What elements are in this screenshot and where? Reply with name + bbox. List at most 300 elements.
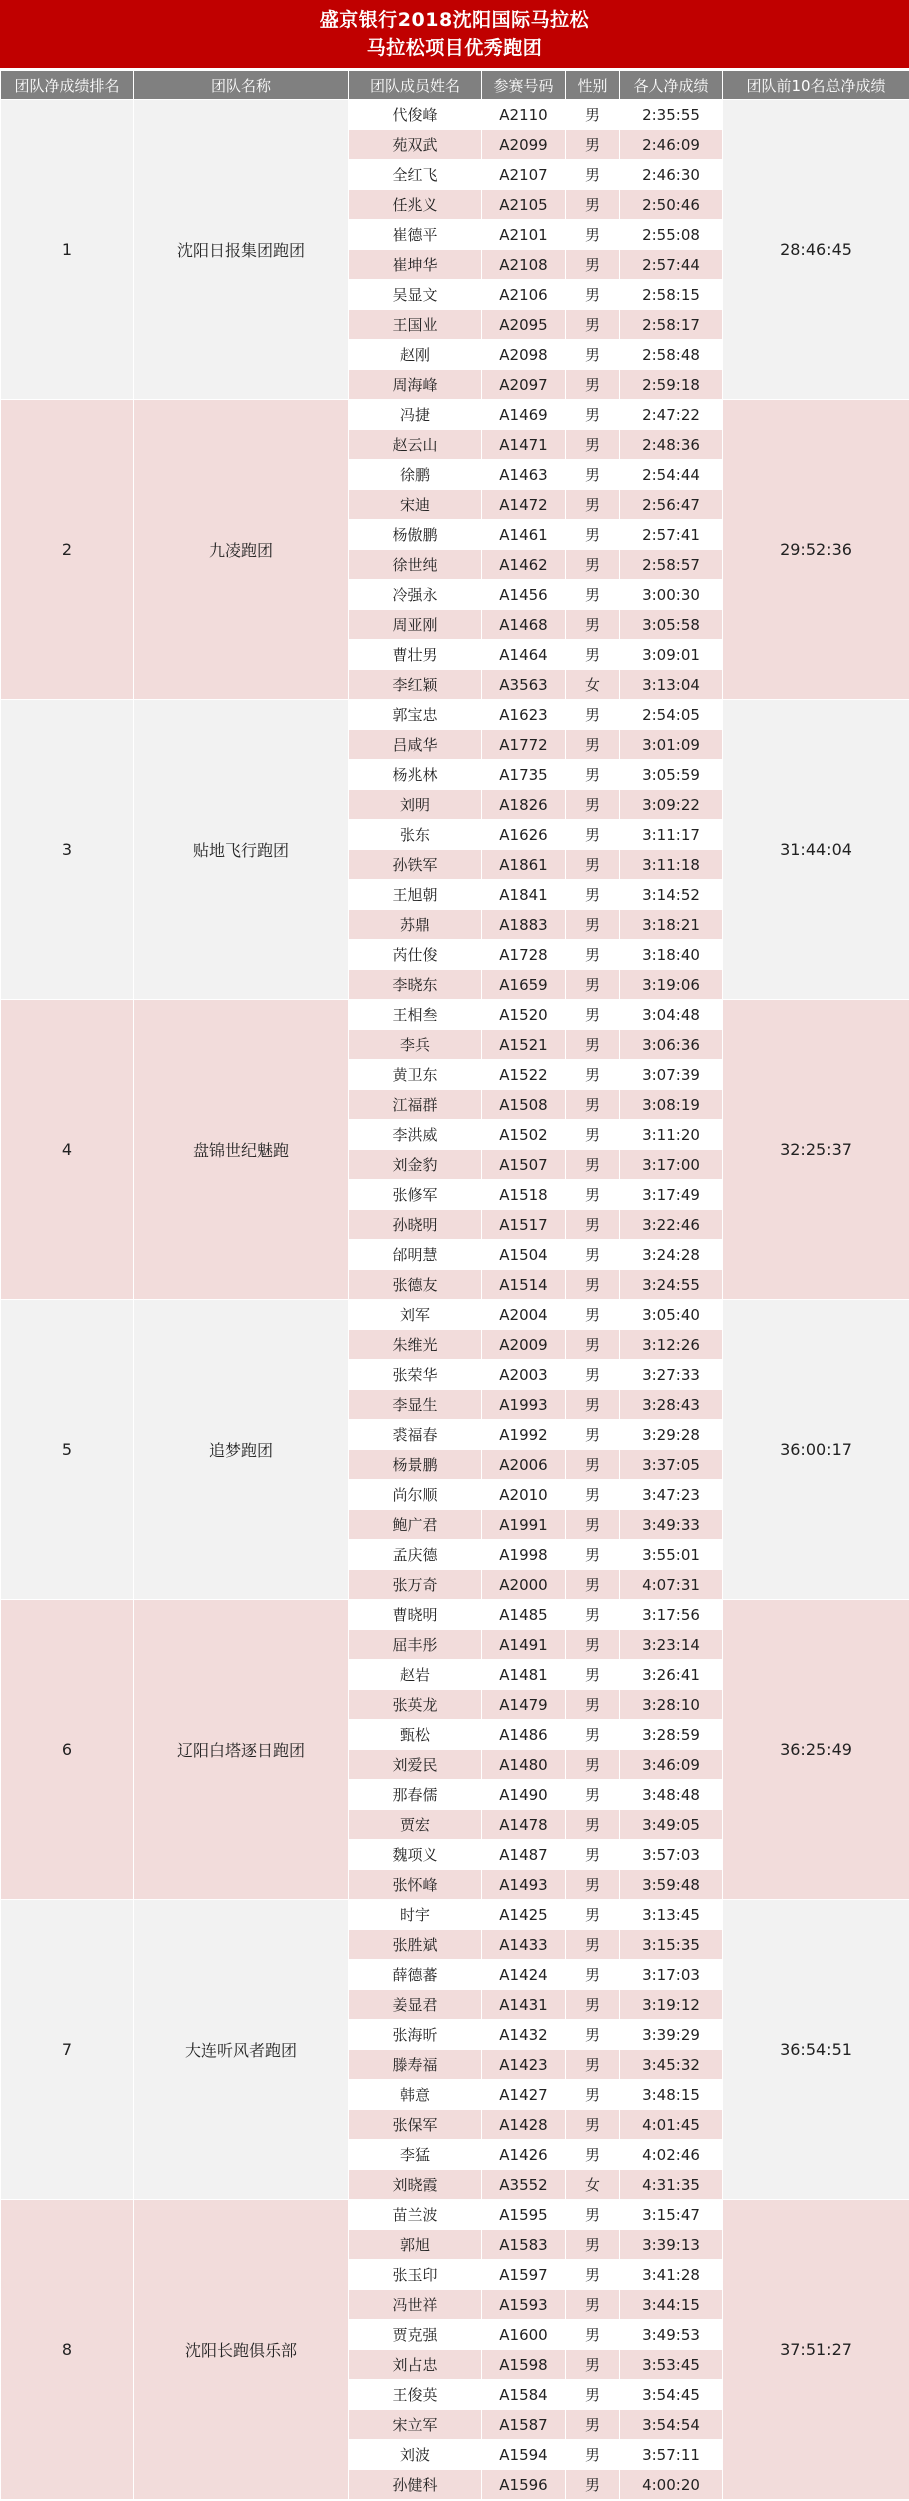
net-time: 2:55:08 [620, 220, 723, 250]
gender: 男 [566, 2440, 620, 2470]
net-time: 2:54:44 [620, 460, 723, 490]
bib-number: A1659 [482, 970, 566, 1000]
team-rank: 5 [1, 1300, 134, 1600]
member-name: 姜显君 [349, 1990, 482, 2020]
bib-number: A2108 [482, 250, 566, 280]
team-rank: 1 [1, 100, 134, 400]
net-time: 3:47:23 [620, 1480, 723, 1510]
header-team-name: 团队名称 [134, 71, 349, 100]
gender: 男 [566, 1870, 620, 1900]
net-time: 3:12:26 [620, 1330, 723, 1360]
gender: 男 [566, 790, 620, 820]
gender: 男 [566, 1240, 620, 1270]
member-name: 赵云山 [349, 430, 482, 460]
table-header [1, 71, 909, 100]
member-name: 尚尔顺 [349, 1480, 482, 1510]
bib-number: A1861 [482, 850, 566, 880]
member-name: 刘金豹 [349, 1150, 482, 1180]
bib-number: A1594 [482, 2440, 566, 2470]
team-name: 追梦跑团 [134, 1300, 349, 1600]
net-time: 3:27:33 [620, 1360, 723, 1390]
net-time: 2:57:41 [620, 520, 723, 550]
member-name: 杨傲鹏 [349, 520, 482, 550]
bib-number: A2004 [482, 1300, 566, 1330]
net-time: 3:04:48 [620, 1000, 723, 1030]
net-time: 4:00:20 [620, 2470, 723, 2500]
bib-number: A1626 [482, 820, 566, 850]
gender: 男 [566, 1720, 620, 1750]
bib-number: A2095 [482, 310, 566, 340]
team-total-time: 36:54:51 [723, 1900, 909, 2200]
gender: 男 [566, 1180, 620, 1210]
bib-number: A1502 [482, 1120, 566, 1150]
net-time: 3:28:43 [620, 1390, 723, 1420]
net-time: 3:11:17 [620, 820, 723, 850]
bib-number: A1428 [482, 2110, 566, 2140]
member-name: 曹壮男 [349, 640, 482, 670]
gender: 男 [566, 370, 620, 400]
bib-number: A2110 [482, 100, 566, 130]
bib-number: A2006 [482, 1450, 566, 1480]
gender: 男 [566, 730, 620, 760]
bib-number: A1423 [482, 2050, 566, 2080]
net-time: 3:46:09 [620, 1750, 723, 1780]
net-time: 3:45:32 [620, 2050, 723, 2080]
net-time: 3:14:52 [620, 880, 723, 910]
gender: 男 [566, 550, 620, 580]
net-time: 3:39:29 [620, 2020, 723, 2050]
member-name: 全红飞 [349, 160, 482, 190]
bib-number: A1518 [482, 1180, 566, 1210]
net-time: 4:01:45 [620, 2110, 723, 2140]
bib-number: A1883 [482, 910, 566, 940]
bib-number: A1520 [482, 1000, 566, 1030]
member-name: 杨兆林 [349, 760, 482, 790]
member-name: 王国业 [349, 310, 482, 340]
gender: 男 [566, 850, 620, 880]
bib-number: A1728 [482, 940, 566, 970]
member-name: 刘晓霞 [349, 2170, 482, 2200]
header-net-time: 各人净成绩 [620, 71, 723, 100]
team-block [1, 1900, 909, 2200]
member-name: 那春儒 [349, 1780, 482, 1810]
net-time: 2:50:46 [620, 190, 723, 220]
net-time: 2:58:57 [620, 550, 723, 580]
member-name: 张保军 [349, 2110, 482, 2140]
gender: 男 [566, 1030, 620, 1060]
net-time: 3:53:45 [620, 2350, 723, 2380]
team-name: 九凌跑团 [134, 400, 349, 700]
net-time: 3:26:41 [620, 1660, 723, 1690]
member-row [1, 100, 909, 130]
member-name: 刘爱民 [349, 1750, 482, 1780]
bib-number: A1480 [482, 1750, 566, 1780]
gender: 男 [566, 940, 620, 970]
title-line-1: 盛京银行2018沈阳国际马拉松 [319, 9, 590, 31]
member-name: 吴显文 [349, 280, 482, 310]
member-name: 孙健科 [349, 2470, 482, 2500]
team-rank: 4 [1, 1000, 134, 1300]
member-name: 张修军 [349, 1180, 482, 1210]
bib-number: A2009 [482, 1330, 566, 1360]
bib-number: A3563 [482, 670, 566, 700]
team-total-time: 32:25:37 [723, 1000, 909, 1300]
gender: 男 [566, 400, 620, 430]
gender: 男 [566, 160, 620, 190]
member-name: 李红颖 [349, 670, 482, 700]
bib-number: A1596 [482, 2470, 566, 2500]
bib-number: A1772 [482, 730, 566, 760]
gender: 男 [566, 880, 620, 910]
net-time: 3:05:40 [620, 1300, 723, 1330]
net-time: 3:55:01 [620, 1540, 723, 1570]
gender: 男 [566, 1990, 620, 2020]
bib-number: A1991 [482, 1510, 566, 1540]
net-time: 3:11:18 [620, 850, 723, 880]
gender: 男 [566, 2350, 620, 2380]
gender: 男 [566, 1810, 620, 1840]
member-name: 冷强永 [349, 580, 482, 610]
net-time: 2:47:22 [620, 400, 723, 430]
bib-number: A1583 [482, 2230, 566, 2260]
net-time: 3:37:05 [620, 1450, 723, 1480]
header-row [1, 71, 909, 100]
net-time: 4:02:46 [620, 2140, 723, 2170]
member-name: 宋立军 [349, 2410, 482, 2440]
member-name: 江福群 [349, 1090, 482, 1120]
net-time: 3:54:54 [620, 2410, 723, 2440]
gender: 男 [566, 2020, 620, 2050]
member-name: 李洪威 [349, 1120, 482, 1150]
member-name: 李晓东 [349, 970, 482, 1000]
gender: 男 [566, 1480, 620, 1510]
gender: 男 [566, 1450, 620, 1480]
bib-number: A1426 [482, 2140, 566, 2170]
net-time: 3:09:01 [620, 640, 723, 670]
member-name: 鲍广君 [349, 1510, 482, 1540]
bib-number: A1508 [482, 1090, 566, 1120]
team-total-time: 36:25:49 [723, 1600, 909, 1900]
bib-number: A1471 [482, 430, 566, 460]
member-name: 刘波 [349, 2440, 482, 2470]
member-name: 刘军 [349, 1300, 482, 1330]
gender: 男 [566, 580, 620, 610]
member-name: 张胜斌 [349, 1930, 482, 1960]
bib-number: A2101 [482, 220, 566, 250]
bib-number: A1478 [482, 1810, 566, 1840]
bib-number: A1521 [482, 1030, 566, 1060]
member-name: 苑双武 [349, 130, 482, 160]
team-name: 沈阳日报集团跑团 [134, 100, 349, 400]
team-total-time: 37:51:27 [723, 2200, 909, 2500]
gender: 男 [566, 2050, 620, 2080]
team-name: 贴地飞行跑团 [134, 700, 349, 1000]
gender: 男 [566, 2470, 620, 2500]
net-time: 2:46:09 [620, 130, 723, 160]
net-time: 3:17:03 [620, 1960, 723, 1990]
gender: 男 [566, 280, 620, 310]
net-time: 3:41:28 [620, 2260, 723, 2290]
bib-number: A1998 [482, 1540, 566, 1570]
net-time: 3:09:22 [620, 790, 723, 820]
net-time: 2:57:44 [620, 250, 723, 280]
team-total-time: 36:00:17 [723, 1300, 909, 1600]
member-name: 朱维光 [349, 1330, 482, 1360]
bib-number: A1462 [482, 550, 566, 580]
member-name: 韩意 [349, 2080, 482, 2110]
net-time: 2:58:17 [620, 310, 723, 340]
member-name: 滕寿福 [349, 2050, 482, 2080]
net-time: 4:07:31 [620, 1570, 723, 1600]
gender: 男 [566, 1630, 620, 1660]
gender: 男 [566, 1210, 620, 1240]
net-time: 3:44:15 [620, 2290, 723, 2320]
bib-number: A3552 [482, 2170, 566, 2200]
gender: 男 [566, 2200, 620, 2230]
header-team-total: 团队前10名总净成绩 [723, 71, 909, 100]
team-block [1, 2200, 909, 2500]
gender: 女 [566, 2170, 620, 2200]
net-time: 3:06:36 [620, 1030, 723, 1060]
net-time: 3:13:45 [620, 1900, 723, 1930]
net-time: 3:17:56 [620, 1600, 723, 1630]
bib-number: A1600 [482, 2320, 566, 2350]
title-line-2: 马拉松项目优秀跑团 [366, 37, 543, 59]
bib-number: A2098 [482, 340, 566, 370]
net-time: 3:19:06 [620, 970, 723, 1000]
net-time: 3:19:12 [620, 1990, 723, 2020]
net-time: 3:49:33 [620, 1510, 723, 1540]
net-time: 3:15:35 [620, 1930, 723, 1960]
member-name: 崔坤华 [349, 250, 482, 280]
team-block [1, 100, 909, 400]
gender: 男 [566, 1270, 620, 1300]
net-time: 3:18:21 [620, 910, 723, 940]
net-time: 3:17:00 [620, 1150, 723, 1180]
gender: 男 [566, 820, 620, 850]
gender: 男 [566, 2140, 620, 2170]
member-name: 徐鹏 [349, 460, 482, 490]
team-name: 盘锦世纪魅跑 [134, 1000, 349, 1300]
bib-number: A1584 [482, 2380, 566, 2410]
member-name: 张海昕 [349, 2020, 482, 2050]
gender: 男 [566, 1960, 620, 1990]
member-name: 周亚刚 [349, 610, 482, 640]
net-time: 2:54:05 [620, 700, 723, 730]
gender: 男 [566, 460, 620, 490]
net-time: 3:11:20 [620, 1120, 723, 1150]
bib-number: A2107 [482, 160, 566, 190]
gender: 男 [566, 1000, 620, 1030]
header-rank: 团队净成绩排名 [1, 71, 134, 100]
gender: 男 [566, 1660, 620, 1690]
member-name: 张荣华 [349, 1360, 482, 1390]
member-name: 赵岩 [349, 1660, 482, 1690]
member-name: 杨景鹏 [349, 1450, 482, 1480]
member-name: 吕咸华 [349, 730, 482, 760]
bib-number: A1522 [482, 1060, 566, 1090]
member-name: 徐世纯 [349, 550, 482, 580]
net-time: 3:54:45 [620, 2380, 723, 2410]
member-name: 刘明 [349, 790, 482, 820]
team-block [1, 700, 909, 1000]
net-time: 3:24:55 [620, 1270, 723, 1300]
bib-number: A1517 [482, 1210, 566, 1240]
gender: 男 [566, 1510, 620, 1540]
member-name: 崔德平 [349, 220, 482, 250]
member-name: 张德友 [349, 1270, 482, 1300]
net-time: 3:59:48 [620, 1870, 723, 1900]
bib-number: A1490 [482, 1780, 566, 1810]
gender: 男 [566, 1060, 620, 1090]
gender: 男 [566, 610, 620, 640]
member-name: 王俊英 [349, 2380, 482, 2410]
team-total-time: 28:46:45 [723, 100, 909, 400]
bib-number: A1481 [482, 1660, 566, 1690]
net-time: 3:07:39 [620, 1060, 723, 1090]
bib-number: A1598 [482, 2350, 566, 2380]
gender: 男 [566, 910, 620, 940]
member-name: 张东 [349, 820, 482, 850]
gender: 男 [566, 190, 620, 220]
member-name: 薛德蕃 [349, 1960, 482, 1990]
team-total-time: 31:44:04 [723, 700, 909, 1000]
member-name: 时宇 [349, 1900, 482, 1930]
member-name: 张玉印 [349, 2260, 482, 2290]
bib-number: A1587 [482, 2410, 566, 2440]
gender: 男 [566, 640, 620, 670]
bib-number: A1493 [482, 1870, 566, 1900]
bib-number: A1486 [482, 1720, 566, 1750]
bib-number: A1485 [482, 1600, 566, 1630]
member-name: 张万奇 [349, 1570, 482, 1600]
net-time: 3:17:49 [620, 1180, 723, 1210]
member-row [1, 700, 909, 730]
header-member-name: 团队成员姓名 [349, 71, 482, 100]
member-name: 魏项义 [349, 1840, 482, 1870]
member-name: 苗兰波 [349, 2200, 482, 2230]
net-time: 2:48:36 [620, 430, 723, 460]
member-name: 曹晓明 [349, 1600, 482, 1630]
member-name: 刘占忠 [349, 2350, 482, 2380]
gender: 男 [566, 130, 620, 160]
member-name: 贾宏 [349, 1810, 482, 1840]
bib-number: A1487 [482, 1840, 566, 1870]
net-time: 2:59:18 [620, 370, 723, 400]
member-row [1, 1600, 909, 1630]
gender: 男 [566, 1900, 620, 1930]
gender: 男 [566, 100, 620, 130]
member-name: 邰明慧 [349, 1240, 482, 1270]
member-row [1, 2200, 909, 2230]
gender: 男 [566, 340, 620, 370]
member-name: 宋迪 [349, 490, 482, 520]
bib-number: A1514 [482, 1270, 566, 1300]
net-time: 3:49:05 [620, 1810, 723, 1840]
gender: 男 [566, 490, 620, 520]
title-banner [0, 0, 909, 70]
team-block [1, 400, 909, 700]
gender: 男 [566, 2080, 620, 2110]
bib-number: A1433 [482, 1930, 566, 1960]
net-time: 2:58:48 [620, 340, 723, 370]
member-row [1, 1000, 909, 1030]
member-name: 郭宝忠 [349, 700, 482, 730]
gender: 男 [566, 1360, 620, 1390]
team-block [1, 1600, 909, 1900]
net-time: 3:05:59 [620, 760, 723, 790]
net-time: 3:28:10 [620, 1690, 723, 1720]
bib-number: A1597 [482, 2260, 566, 2290]
net-time: 3:57:11 [620, 2440, 723, 2470]
net-time: 3:29:28 [620, 1420, 723, 1450]
net-time: 3:01:09 [620, 730, 723, 760]
member-name: 张怀峰 [349, 1870, 482, 1900]
net-time: 3:28:59 [620, 1720, 723, 1750]
bib-number: A1431 [482, 1990, 566, 2020]
net-time: 3:05:58 [620, 610, 723, 640]
gender: 男 [566, 1690, 620, 1720]
team-rank: 3 [1, 700, 134, 1000]
bib-number: A2099 [482, 130, 566, 160]
team-block [1, 1300, 909, 1600]
member-name: 李显生 [349, 1390, 482, 1420]
member-name: 屈丰彤 [349, 1630, 482, 1660]
gender: 男 [566, 1330, 620, 1360]
gender: 男 [566, 1540, 620, 1570]
bib-number: A2106 [482, 280, 566, 310]
bib-number: A1507 [482, 1150, 566, 1180]
member-name: 张英龙 [349, 1690, 482, 1720]
bib-number: A1464 [482, 640, 566, 670]
member-name: 李猛 [349, 2140, 482, 2170]
bib-number: A2010 [482, 1480, 566, 1510]
member-name: 孟庆德 [349, 1540, 482, 1570]
member-name: 周海峰 [349, 370, 482, 400]
net-time: 3:13:04 [620, 670, 723, 700]
member-name: 孙晓明 [349, 1210, 482, 1240]
gender: 男 [566, 1780, 620, 1810]
gender: 男 [566, 430, 620, 460]
member-name: 王旭朝 [349, 880, 482, 910]
bib-number: A1595 [482, 2200, 566, 2230]
net-time: 3:15:47 [620, 2200, 723, 2230]
gender: 男 [566, 1750, 620, 1780]
net-time: 3:39:13 [620, 2230, 723, 2260]
member-name: 苏鼎 [349, 910, 482, 940]
team-name: 大连听风者跑团 [134, 1900, 349, 2200]
gender: 男 [566, 1300, 620, 1330]
gender: 男 [566, 2380, 620, 2410]
net-time: 2:46:30 [620, 160, 723, 190]
bib-number: A1993 [482, 1390, 566, 1420]
bib-number: A1491 [482, 1630, 566, 1660]
team-rank: 6 [1, 1600, 134, 1900]
net-time: 3:23:14 [620, 1630, 723, 1660]
net-time: 3:08:19 [620, 1090, 723, 1120]
net-time: 4:31:35 [620, 2170, 723, 2200]
net-time: 3:48:48 [620, 1780, 723, 1810]
gender: 男 [566, 310, 620, 340]
net-time: 2:56:47 [620, 490, 723, 520]
member-name: 郭旭 [349, 2230, 482, 2260]
team-rank: 7 [1, 1900, 134, 2200]
bib-number: A1468 [482, 610, 566, 640]
net-time: 2:58:15 [620, 280, 723, 310]
gender: 男 [566, 520, 620, 550]
bib-number: A2097 [482, 370, 566, 400]
member-name: 赵刚 [349, 340, 482, 370]
